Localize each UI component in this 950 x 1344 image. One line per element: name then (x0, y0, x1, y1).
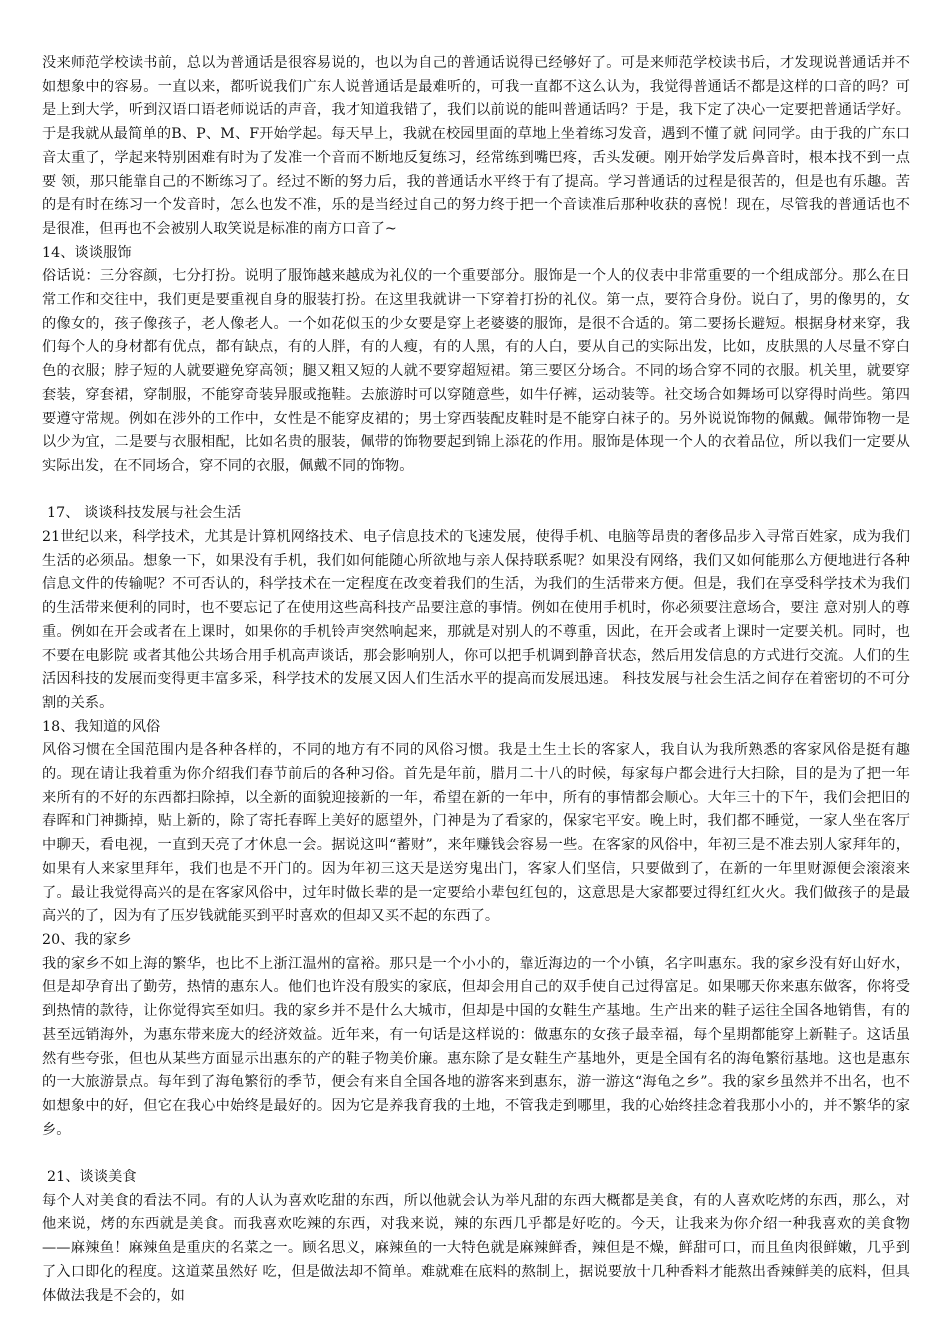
heading-clothing: 14、谈谈服饰 (42, 244, 132, 261)
blank-line (42, 1142, 910, 1166)
paragraph-clothing: 俗话说：三分容颜，七分打扮。说明了服饰越来越成为礼仪的一个重要部分。服饰是一个人的仪表中非常重要的一个组成部分。那么在日常工作和交往中，我们更是要重视自身的服装打扮。在这里我就讲一下穿着打扮的礼仪。第一点，要符合身份。说白了，男的像男的，女的像女的，孩子像孩子，老人像老人。一个如花似玉的少女要是穿上老婆婆的服饰，是很不合适的。第二要扬长避短。根据身材来穿，我们每个人的身材都有优点，都有缺点，有的人胖，有的人瘦，有的人黑，有的人白，要从自己的实际出发，比如，皮肤黑的人尽量不穿白色的衣服；脖子短的人就要避免穿高领；腿又粗又短的人就不要穿超短裙。第三要区分场合。不同的场合穿不同的衣服。机关里，就要穿套装，穿套裙，穿制服，不能穿奇装异服或拖鞋。去旅游时可以穿随意些，如牛仔裤，运动装等。社交场合如舞场可以穿得时尚些。第四要遵守常规。例如在涉外的工作中，女性是不能穿皮裙的；男士穿西装配皮鞋时是不能穿白袜子的。另外说说饰物的佩戴。佩带饰物一是以少为宜，二是要与衣服相配，比如名贵的服装，佩带的饰物要起到锦上添花的作用。服饰是体现一个人的衣着品位，所以我们一定要从实际出发，在不同场合，穿不同的衣服，佩戴不同的饰物。 (42, 268, 910, 474)
paragraph-hometown: 我的家乡不如上海的繁华，也比不上浙江温州的富裕。那只是一个小小的，靠近海边的一个小镇，名字叫惠东。我的家乡没有好山好水，但是却孕育出了勤劳，热情的惠东人。他们也许没有殷实的家底，但却会用自己的双手使自己过得富足。如果哪天你来惠东做客，你将受到热情的款待，让你觉得宾至如归。我的家乡并不是什么大城市，但却是中国的女鞋生产基地。生产出来的鞋子运往全国各地销售，有的甚至远销海外，为惠东带来庞大的经济效益。近年来，有一句话是这样说的：做惠东的女孩子最幸福，每个星期都能穿上新鞋子。这话虽然有些夸张，但也从某些方面显示出惠东的产的鞋子物美价廉。惠东除了是女鞋生产基地外，更是全国有名的海龟繁衍基地。这也是惠东的一大旅游景点。每年到了海龟繁衍的季节，便会有来自全国各地的游客来到惠东，游一游这“海龟之乡”。我的家乡虽然并不出名，也不如想象中的好，但它在我心中始终是最好的。因为它是养我育我的土地，不管我走到哪里，我的心始终挂念着我那小小的，并不繁华的家乡。 (42, 955, 910, 1138)
heading-technology: 17、 谈谈科技发展与社会生活 (47, 505, 242, 522)
paragraph-technology: 21世纪以来，科学技术，尤其是计算机网络技术、电子信息技术的飞速发展，使得手机、电脑等昂贵的奢侈品步入寻常百姓家，成为我们生活的必须品。想象一下，如果没有手机，我们如何能随心所欲地与亲人保持联系呢？如果没有网络，我们又如何能那么方便地进行各种信息文件的传输呢？不可否认的，科学技术在一定程度在改变着我们的生活，为我们的生活带来方便。但是，我们在享受科学技术为我们的生活带来便利的同时，也不要忘记了在使用这些高科技产品要注意的事情。例如在使用手机时，你必须要注意场合，要注 意对别人的尊重。例如在开会或者在上课时，如果你的手机铃声突然响起来，那就是对别人的不尊重，因此，在开会或者上课时一定要关机。同时，也不要在电影院 或者其他公共场合用手机高声谈话，那会影响别人，你可以把手机调到静音状态，然后用发信息的方式进行交流。人们的生活因科技的发展而变得更丰富多采，科学技术的发展又因人们生活水平的提高而发展迅速。 科技发展与社会生活之间存在着密切的不可分割的关系。 (42, 529, 910, 711)
blank-line (42, 479, 910, 503)
document-page (42, 52, 910, 1308)
heading-customs: 18、我知道的风俗 (42, 718, 161, 735)
paragraph-food: 每个人对美食的看法不同。有的人认为喜欢吃甜的东西，所以他就会认为举凡甜的东西大概都是美食，有的人喜欢吃烤的东西，那么，对他来说，烤的东西就是美食。而我喜欢吃辣的东西，对我来说，辣的东西几乎都是好吃的。今天，让我来为你介绍一种我喜欢的美食物——麻辣鱼！麻辣鱼是重庆的名菜之一。顾名思义，麻辣鱼的一大特色就是麻辣鲜香，辣但是不燥，鲜甜可口，而且鱼肉很鲜嫩，几乎到了入口即化的程度。这道菜虽然好 吃，但是做法却不简单。难就难在底料的熬制上，据说要放十几种香料才能熬出香辣鲜美的底料，但具体做法我是不会的，如 (42, 1192, 910, 1304)
heading-food: 21、谈谈美食 (47, 1169, 137, 1186)
paragraph-putonghua: 没来师范学校读书前，总以为普通话是很容易说的，也以为自己的普通话说得已经够好了。可是来师范学校读书后，才发现说普通话并不如想象中的容易。一直以来，都听说我们广东人说普通话是最难听的，可我一直都不这么认为，我觉得普通话不都是这样的口音的吗？可是上到大学，听到汉语口语老师说话的声音，我才知道我错了，我们以前说的能叫普通话吗？于是，我下定了决心一定要把普通话学好。于是我就从最简单的B、P、M、F开始学起。每天早上，我就在校园里面的草地上坐着练习发音，遇到不懂了就 问同学。由于我的广东口音太重了，学起来特别困难有时为了发准一个音而不断地反复练习，经常练到嘴巴疼，舌头发硬。刚开始学发后鼻音时，根本找不到一点要 领，那只能靠自己的不断练习了。经过不断的努力后，我的普通话水平终于有了提高。学习普通话的过程是很苦的，但是也有乐趣。苦的是有时在练习一个发音时，怎么也发不准，乐的是当经过自己的努力终于把一个音读准后那种收获的喜悦！现在，尽管我的普通话也不是很准，但再也不会被别人取笑说是标准的南方口音了~ (42, 55, 910, 237)
paragraph-customs: 风俗习惯在全国范围内是各种各样的，不同的地方有不同的风俗习惯。我是土生土长的客家人，我自认为我所熟悉的客家风俗是挺有趣的。现在请让我着重为你介绍我们春节前后的各种习俗。首先是年前，腊月二十八的时候，每家每户都会进行大扫除，目的是为了把一年来所有的不好的东西都扫除掉，以全新的面貌迎接新的一年，希望在新的一年中，所有的事情都会顺心。大年三十的下午，我们会把旧的春晖和门神撕掉，贴上新的，除了寄托春晖上美好的愿望外，门神是为了看家的，保家宅平安。晚上时，我们都不睡觉，一家人坐在客厅中聊天，看电视，一直到天亮了才休息一会。据说这叫“蓄财”，来年赚钱会容易一些。在客家的风俗中，年初三是不准去别人家拜年的，如果有人来家里拜年，我们也是不开门的。因为年初三这天是送穷鬼出门，客家人们坚信，只要做到了，在新的一年里财源便会滚滚来了。最让我觉得高兴的是在客家风俗中，过年时做长辈的是一定要给小辈包红包的，这意思是大家都要过得红红火火。我们做孩子的是最高兴的了，因为有了压岁钱就能买到平时喜欢的但却又买不起的东西了。 (42, 742, 910, 925)
heading-hometown: 20、我的家乡 (42, 932, 132, 948)
